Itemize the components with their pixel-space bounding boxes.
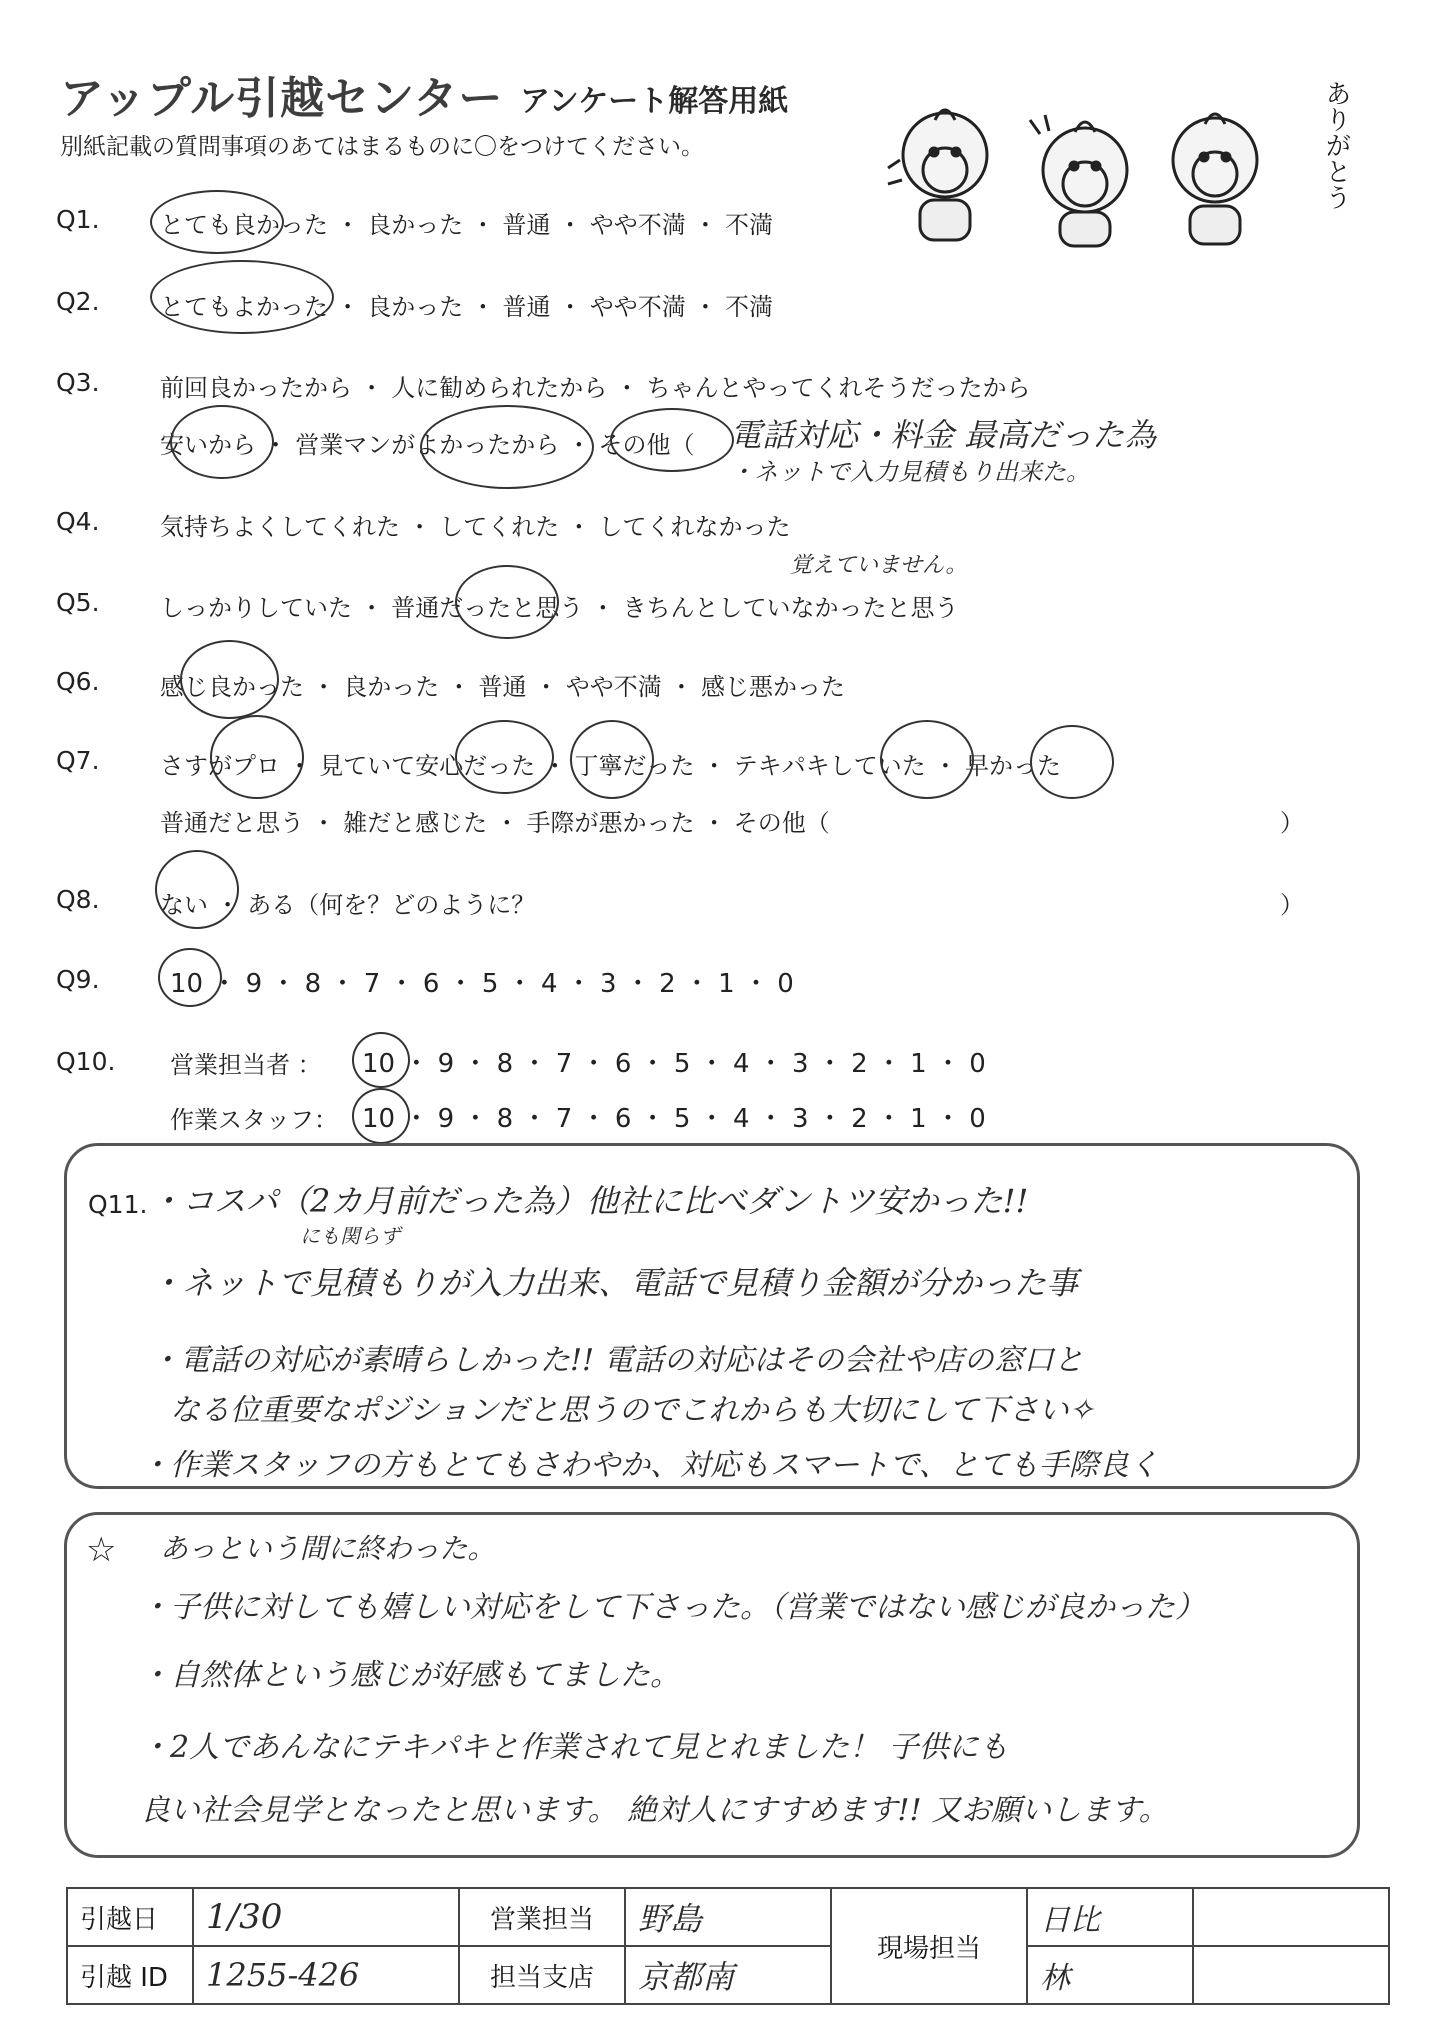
q11-line-4: なる位重要なポジションだと思うのでこれからも大切にして下さい✧ bbox=[170, 1393, 1094, 1428]
q4-handwritten: 覚えていません。 bbox=[790, 553, 968, 578]
answer-circle bbox=[352, 1032, 410, 1088]
q6-label: Q6. bbox=[56, 667, 100, 696]
arigatou-text: ありがとう bbox=[1321, 80, 1351, 210]
answer-circle bbox=[610, 408, 734, 472]
answer-circle bbox=[880, 720, 974, 799]
answer-circle bbox=[150, 190, 284, 254]
answer-circle bbox=[170, 405, 274, 479]
box2-line-3: ・自然体という感じが好感もてました。 bbox=[140, 1658, 680, 1693]
answer-circle bbox=[420, 405, 594, 489]
q8-label: Q8. bbox=[56, 885, 100, 914]
branch-value: 京都南 bbox=[625, 1946, 831, 2004]
q4-options: 気持ちよくしてくれた ・ してくれた ・ してくれなかった bbox=[160, 513, 791, 541]
q10-staff-scale: 10 ・ 9 ・ 8 ・ 7 ・ 6 ・ 5 ・ 4 ・ 3 ・ 2 ・ 1 ・ 0 bbox=[362, 1104, 986, 1134]
answer-circle bbox=[352, 1088, 410, 1144]
q1-label: Q1. bbox=[56, 205, 100, 234]
mascot-illustration bbox=[880, 60, 1300, 250]
move-info-table bbox=[66, 1887, 1390, 2005]
empty-cell bbox=[1193, 1888, 1389, 1946]
sales-rep-value: 野島 bbox=[625, 1888, 831, 1946]
answer-circle bbox=[210, 715, 304, 799]
q7-line2: 普通だと思う ・ 雑だと感じた ・ 手際が悪かった ・ その他（ bbox=[160, 809, 830, 837]
move-id-value: 1255-426 bbox=[193, 1946, 459, 2004]
branch-label: 担当支店 bbox=[459, 1946, 625, 2004]
answer-circle bbox=[455, 565, 559, 639]
q9-scale: 10 ・ 9 ・ 8 ・ 7 ・ 6 ・ 5 ・ 4 ・ 3 ・ 2 ・ 1 ・ 0 bbox=[170, 969, 794, 999]
sales-rep-label: 営業担当 bbox=[459, 1888, 625, 1946]
q11-line-2: ・ネットで見積もりが入力出来、電話で見積り金額が分かった事 bbox=[150, 1264, 1079, 1302]
q5-label: Q5. bbox=[56, 588, 100, 617]
q3-line2: 安いから ・ 営業マンがよかったから ・ その他（ bbox=[160, 431, 695, 459]
empty-cell bbox=[1193, 1946, 1389, 2004]
answer-circle bbox=[150, 260, 334, 334]
move-date-value: 1/30 bbox=[193, 1888, 459, 1946]
move-date-label: 引越日 bbox=[67, 1888, 193, 1946]
q10-staff-label: 作業スタッフ： bbox=[170, 1106, 338, 1134]
q3-handwritten-2: ・ネットで入力見積もり出来た。 bbox=[730, 458, 1090, 486]
q1-options: とても良かった ・ 良かった ・ 普通 ・ やや不満 ・ 不満 bbox=[160, 211, 774, 239]
q8-options: ない ・ ある（何を？どのように？ bbox=[160, 891, 536, 919]
box2-line-2: ・子供に対しても嬉しい対応をして下さった。（営業ではない感じが良かった） bbox=[140, 1590, 1205, 1625]
q9-label: Q9. bbox=[56, 965, 100, 994]
q11-line-1: ・コスパ（2カ月前だった為）他社に比べダントツ安かった!! bbox=[150, 1182, 1029, 1220]
box2-line-4: ・2人であんなにテキパキと作業されて見とれました！ 子供にも bbox=[140, 1730, 1009, 1765]
star-icon: ☆ bbox=[86, 1530, 117, 1570]
instruction-text: 別紙記載の質問事項のあてはまるものに〇をつけてください。 bbox=[60, 134, 704, 160]
form-subtitle: アンケート解答用紙 bbox=[520, 84, 789, 119]
q10-sales-label: 営業担当者 ： bbox=[170, 1051, 322, 1079]
q10-label: Q10. bbox=[56, 1047, 116, 1076]
company-title: アップル引越センター bbox=[60, 73, 504, 124]
q6-options: 感じ良かった ・ 良かった ・ 普通 ・ やや不満 ・ 感じ悪かった bbox=[160, 673, 846, 701]
q5-options: しっかりしていた ・ 普通だったと思う ・ きちんとしていなかったと思う bbox=[160, 594, 959, 622]
q11-line-3: ・電話の対応が素晴らしかった!! 電話の対応はその会社や店の窓口と bbox=[150, 1343, 1084, 1378]
q11-line-5: ・作業スタッフの方もとてもさわやか、対応もスマートで、とても手際良く bbox=[140, 1448, 1159, 1483]
q11-line-1-note: にも関らず bbox=[300, 1224, 400, 1248]
q7-label: Q7. bbox=[56, 746, 100, 775]
q3-handwritten-1: 電話対応・料金 最高だった為 bbox=[730, 416, 1157, 454]
box2-line-1: あっという間に終わった。 bbox=[160, 1532, 496, 1565]
q2-label: Q2. bbox=[56, 287, 100, 316]
move-id-label: 引越 ID bbox=[67, 1946, 193, 2004]
q7-line1: さすがプロ ・ 見ていて安心だった ・ 丁寧だった ・ テキパキしていた ・ 早かった bbox=[160, 752, 1062, 780]
q10-sales-scale: 10 ・ 9 ・ 8 ・ 7 ・ 6 ・ 5 ・ 4 ・ 3 ・ 2 ・ 1 ・ 0 bbox=[362, 1049, 986, 1079]
q2-options: とてもよかった ・ 良かった ・ 普通 ・ やや不満 ・ 不満 bbox=[160, 293, 774, 321]
answer-circle bbox=[180, 640, 279, 719]
q8-close-paren: ） bbox=[1280, 891, 1304, 919]
answer-circle bbox=[455, 720, 554, 794]
box2-line-5: 良い社会見学となったと思います。 絶対人にすすめます!! 又お願いします。 bbox=[140, 1793, 1169, 1828]
answer-circle bbox=[158, 948, 222, 1007]
answer-circle bbox=[1030, 725, 1114, 799]
answer-circle bbox=[570, 720, 654, 799]
q7-close-paren: ） bbox=[1280, 809, 1304, 837]
q11-label: Q11. bbox=[88, 1190, 148, 1219]
site-staff-label: 現場担当 bbox=[831, 1888, 1027, 2004]
q3-line1: 前回良かったから ・ 人に勧められたから ・ ちゃんとやってくれそうだったから bbox=[160, 374, 1031, 402]
answer-circle bbox=[155, 850, 239, 929]
q4-label: Q4. bbox=[56, 507, 100, 536]
site-staff-2: 林 bbox=[1027, 1946, 1193, 2004]
site-staff-1: 日比 bbox=[1027, 1888, 1193, 1946]
q3-label: Q3. bbox=[56, 368, 100, 397]
